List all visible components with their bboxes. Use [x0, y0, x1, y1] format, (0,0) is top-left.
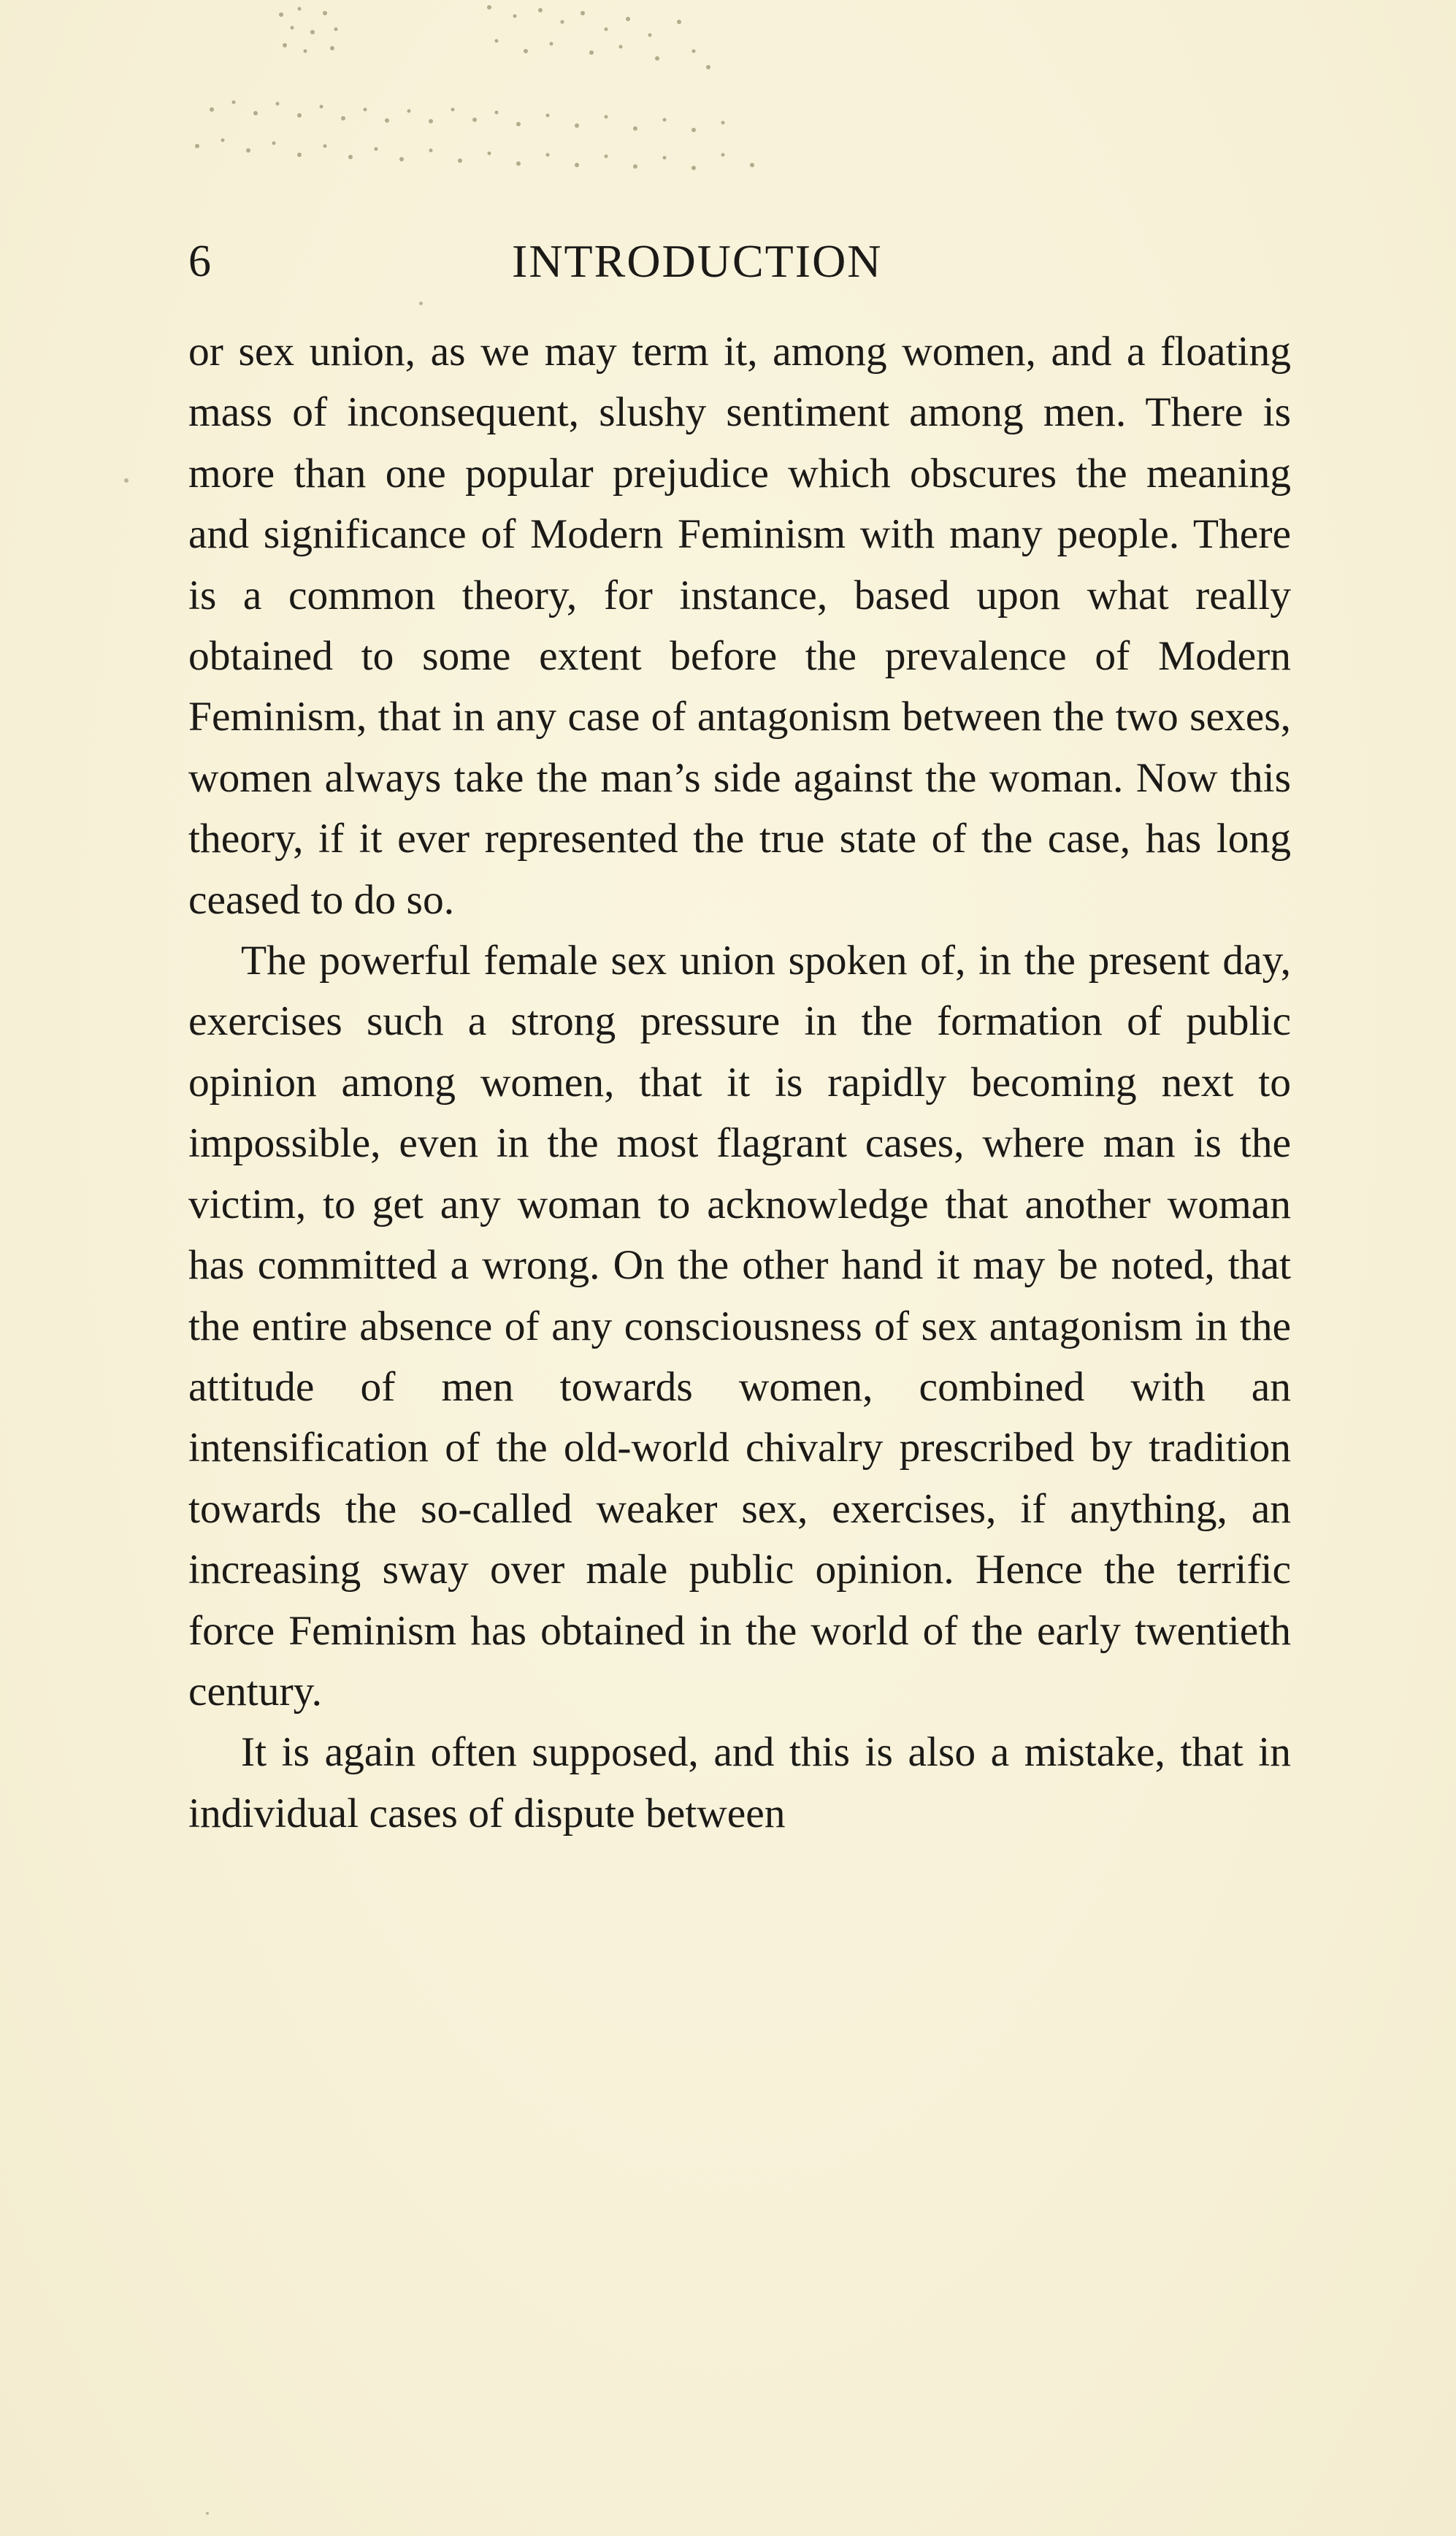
paper-speck: [124, 478, 129, 483]
paper-speck: [419, 302, 423, 305]
faded-ornament: [183, 0, 803, 183]
body-text: [188, 321, 1291, 1844]
paragraph: or sex union, as we may term it, among women, and a floating mass of inconsequent, slushy sentiment among men. There is more than one popular prejudice which obscures the meaning and significance of Modern Feminism with many people. There is a common theory, for instance, based upon what really obtained to some extent before the prevalence of Modern Feminism, that in any case of antagonism between the two sexes, women always take the man’s side against the woman. Now this theory, if it ever represented the true state of the case, has long ceased to do so.: [188, 329, 1291, 923]
page-heading: INTRODUCTION: [512, 235, 883, 287]
running-head: [188, 232, 1291, 291]
page-number: 6: [188, 237, 211, 286]
paper-speck: [206, 2512, 209, 2515]
paragraph: The powerful female sex union spoken of, in the present day, exercises such a strong pressure in the formation of public opinion among women, that it is rapidly becoming next to impossible, even in the most flagrant cases, where man is the victim, to get any woman to acknowledge that another woman has committed a wrong. On the other hand it may be noted, that the entire absence of any consciousness of sex antagonism in the attitude of men towards women, combined with an intensification of the old-world chivalry prescribed by tradition towards the so-called weaker sex, exercises, if anything, an increasing sway over male public opinion. Hence the terrific force Feminism has obtained in the world of the early twentieth century.: [188, 938, 1291, 1715]
paragraph: It is again often supposed, and this is also a mistake, that in individual cases of dispute between: [188, 1729, 1291, 1836]
